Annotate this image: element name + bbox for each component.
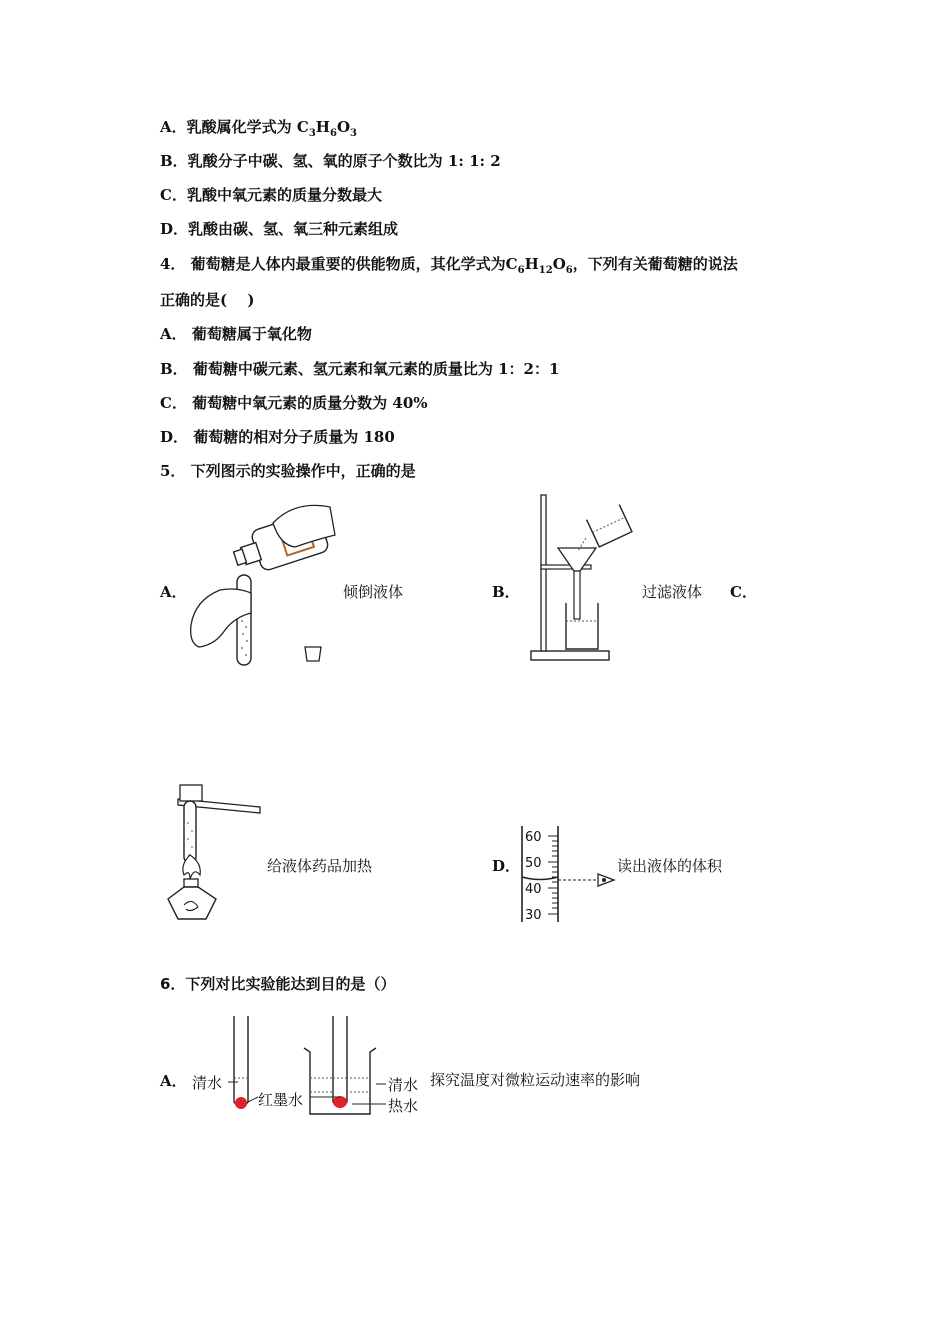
filtration-figure (528, 493, 638, 665)
q4-stem-line2: 正确的是( ) (160, 291, 255, 309)
q3-option-a: A．乳酸属化学式为 $C_3H_6O_3$ (160, 118, 357, 139)
cylinder-tick-50: 50 (525, 856, 542, 871)
q5-option-a-label: A． (160, 583, 187, 601)
heating-liquid-figure (160, 783, 266, 923)
q5-stem: 5． 下列图示的实验操作中，正确的是 (160, 462, 416, 480)
q4-stem: 4． 葡萄糖是人体内最重要的供能物质，其化学式为$C_6H_{12}O_6$，下列有关葡萄糖的说法 (160, 255, 738, 276)
q4-option-a: A． 葡萄糖属于氧化物 (160, 325, 312, 343)
q4-option-d: D． 葡萄糖的相对分子质量为 180 (160, 428, 395, 446)
q3-option-d: D．乳酸由碳、氢、氧三种元素组成 (160, 220, 399, 238)
q6-stem: 6．下列对比实验能达到目的是（） (160, 975, 396, 993)
q5-option-d-label: D． (492, 857, 521, 875)
label-hot-water: 热水 (388, 1097, 419, 1115)
q4-option-c: C． 葡萄糖中氧元素的质量分数为 40% (160, 394, 428, 412)
q5-option-b-label: B． (492, 583, 520, 601)
q6-option-a-label: A． (160, 1072, 187, 1090)
pouring-liquid-figure (185, 495, 345, 670)
q5-option-d-caption: 读出液体的体积 (617, 857, 723, 875)
q4-option-b: B． 葡萄糖中碳元素、氢元素和氧元素的质量比为 1：2：1 (160, 360, 560, 378)
label-clear-water-left: 清水 (192, 1074, 223, 1092)
q5-option-a-caption: 倾倒液体 (343, 583, 404, 601)
label-clear-water-right: 清水 (388, 1076, 419, 1094)
label-red-ink: 红墨水 (258, 1091, 304, 1109)
q3-option-b: B．乳酸分子中碳、氢、氧的原子个数比为 1: 1: 2 (160, 152, 501, 170)
q5-option-c-caption: 给液体药品加热 (267, 857, 373, 875)
q4-formula: $C_6H_{12}O_6$ (505, 255, 573, 276)
cylinder-tick-60: 60 (525, 830, 542, 845)
q3-formula: $C_3H_6O_3$ (296, 118, 357, 139)
q3-option-c: C．乳酸中氧元素的质量分数最大 (160, 186, 382, 204)
cylinder-tick-40: 40 (525, 882, 542, 897)
q6-option-a-caption: 探究温度对微粒运动速率的影响 (430, 1071, 641, 1089)
cylinder-tick-30: 30 (525, 908, 542, 923)
diffusion-experiment-figure (190, 1012, 430, 1120)
graduated-cylinder-figure (518, 824, 628, 924)
q5-option-b-caption: 过滤液体 (642, 583, 703, 601)
q5-option-c-label: C． (730, 583, 757, 601)
